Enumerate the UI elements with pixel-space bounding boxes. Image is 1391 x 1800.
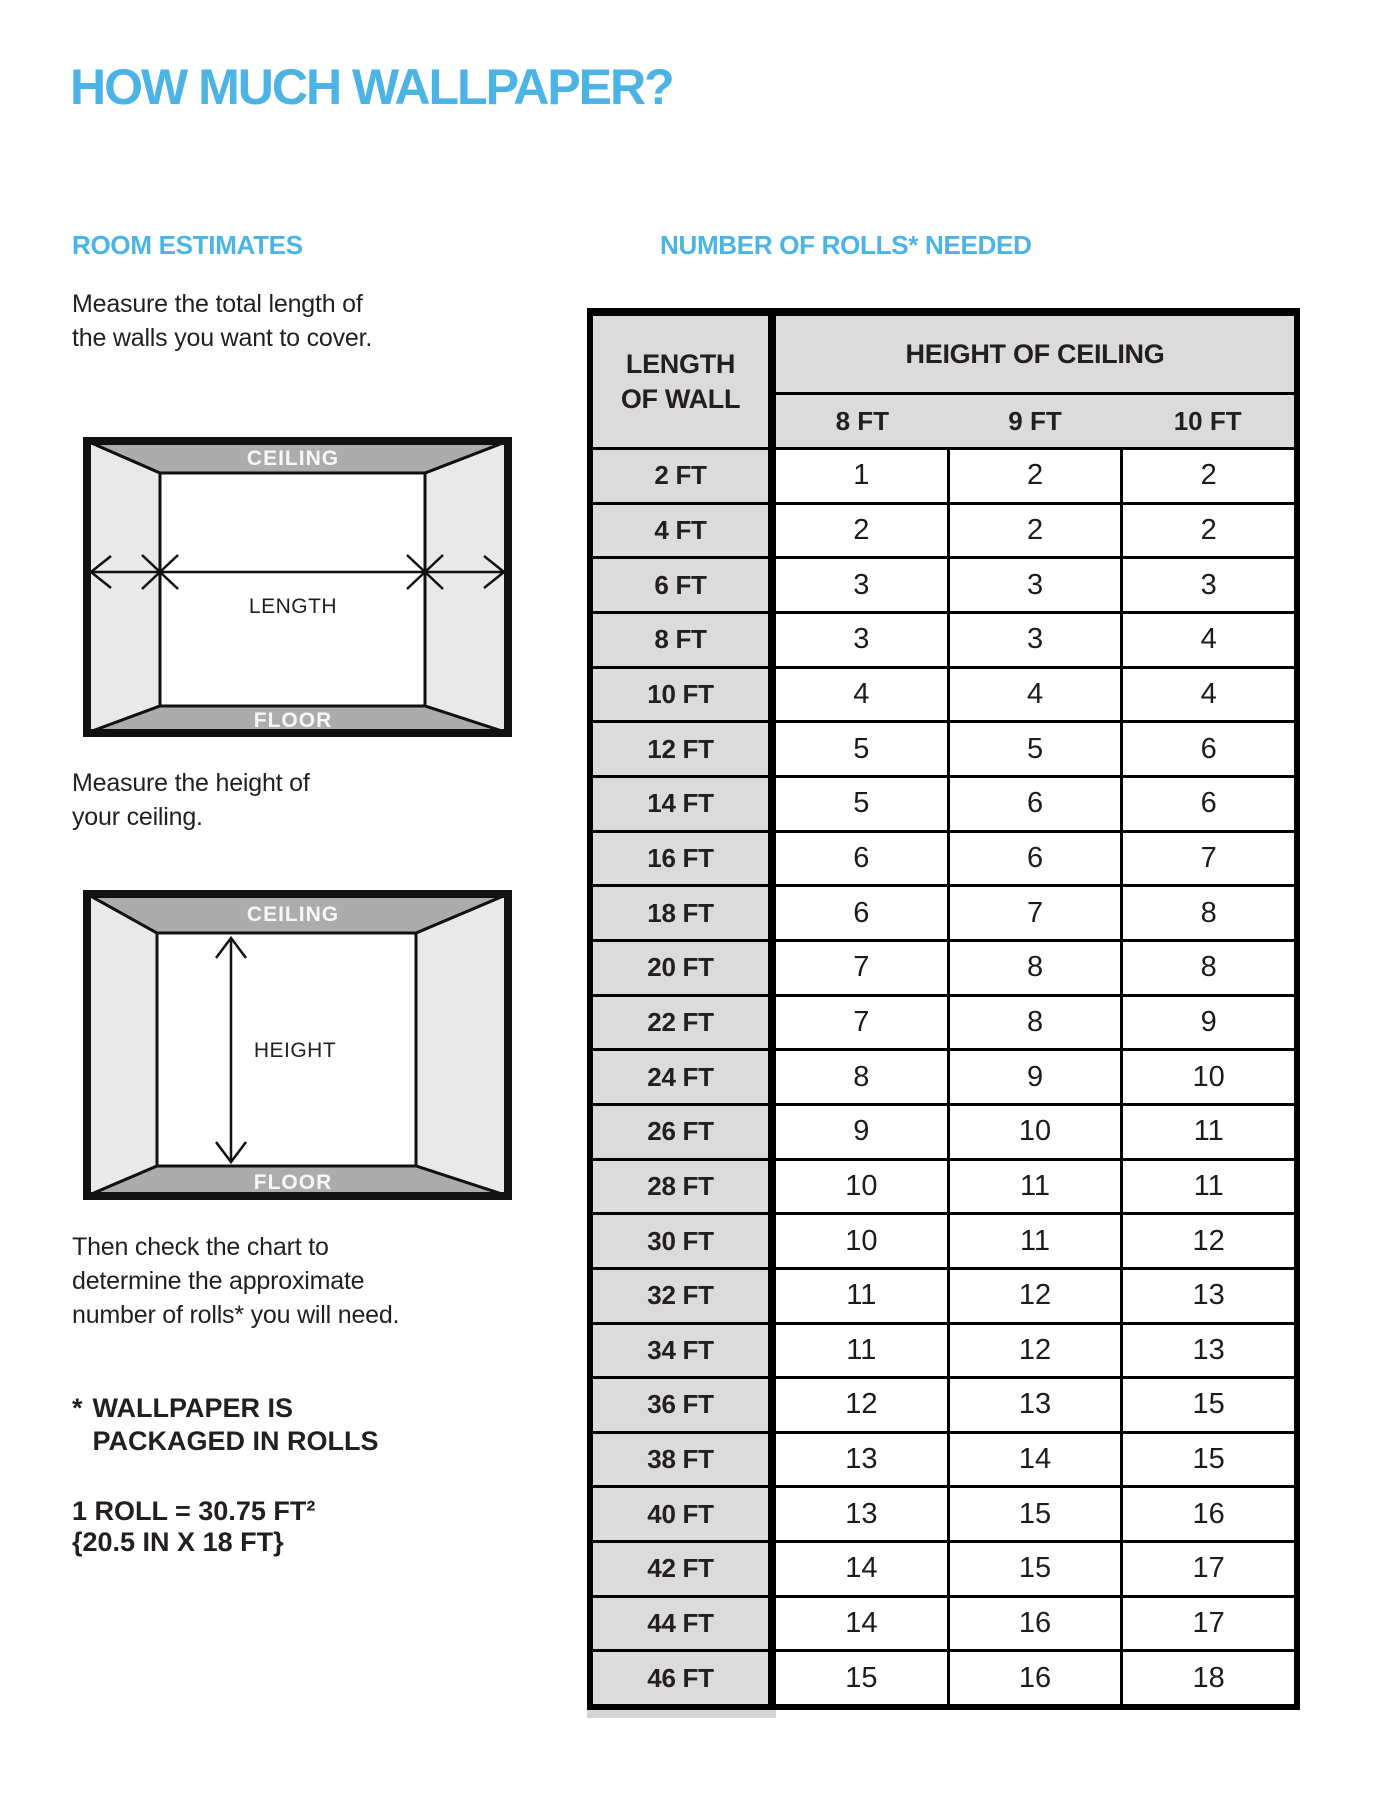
corner-header-line: OF WALL <box>620 383 741 414</box>
instruction-line: your ceiling. <box>72 803 203 831</box>
row-label: 34 FT <box>593 1322 768 1377</box>
roll-count-cell: 7 <box>853 951 870 984</box>
row-label: 22 FT <box>593 994 768 1049</box>
instruction-measure-length <box>72 287 372 355</box>
roll-count-cell: 16 <box>947 1598 1121 1650</box>
row-label: 42 FT <box>593 1540 768 1595</box>
roll-count-cell: 13 <box>845 1443 878 1476</box>
roll-count-cell: 16 <box>1120 1488 1294 1540</box>
roll-count-cell: 8 <box>1120 942 1294 994</box>
room-estimates-heading: ROOM ESTIMATES <box>72 230 303 260</box>
instruction-line: number of rolls* you will need. <box>72 1301 400 1329</box>
rolls-needed-heading: NUMBER OF ROLLS* NEEDED <box>660 230 1032 260</box>
table-row <box>776 447 1294 502</box>
asterisk: * <box>72 1393 83 1423</box>
roll-count-cell: 6 <box>947 778 1121 830</box>
roll-count-cell: 4 <box>853 677 870 710</box>
table-row-labels <box>593 447 768 1704</box>
roll-count-cell: 11 <box>947 1161 1121 1213</box>
length-label: LENGTH <box>248 595 338 618</box>
instruction-check-chart <box>72 1230 399 1332</box>
column-divider <box>768 316 776 1704</box>
instruction-measure-height <box>72 766 310 834</box>
roll-count-cell: 5 <box>853 732 870 765</box>
note-line: PACKAGED IN ROLLS <box>92 1426 379 1456</box>
roll-count-cell: 2 <box>853 513 870 546</box>
height-label: HEIGHT <box>253 1039 337 1062</box>
roll-count-cell: 6 <box>853 896 870 929</box>
roll-count-cell: 9 <box>947 1051 1121 1103</box>
table-row <box>776 1158 1294 1213</box>
roll-count-cell: 8 <box>947 997 1121 1049</box>
row-label: 16 FT <box>593 830 768 885</box>
ceiling-label: CEILING <box>246 447 340 470</box>
roll-count-cell: 7 <box>947 887 1121 939</box>
roll-count-cell: 4 <box>1120 614 1294 666</box>
table-row <box>776 775 1294 830</box>
roll-count-cell: 3 <box>947 614 1121 666</box>
roll-count-cell: 12 <box>845 1388 878 1421</box>
table-row <box>776 611 1294 666</box>
corner-header <box>593 316 768 447</box>
instruction-line: the walls you want to cover. <box>72 324 373 352</box>
floor-label: FLOOR <box>253 709 333 732</box>
column-header-9ft: 9 FT <box>1008 405 1062 436</box>
instruction-line: Measure the height of <box>72 769 310 797</box>
row-label: 30 FT <box>593 1212 768 1267</box>
row-label: 10 FT <box>593 666 768 721</box>
table-row <box>776 830 1294 885</box>
roll-count-cell: 15 <box>947 1543 1121 1595</box>
roll-count-cell: 3 <box>1120 559 1294 611</box>
roll-count-cell: 15 <box>1120 1379 1294 1431</box>
row-label: 38 FT <box>593 1431 768 1486</box>
roll-count-cell: 15 <box>947 1488 1121 1540</box>
row-label: 24 FT <box>593 1048 768 1103</box>
table-row <box>776 1485 1294 1540</box>
table-row <box>776 720 1294 775</box>
row-label: 20 FT <box>593 939 768 994</box>
roll-count-cell: 8 <box>1120 887 1294 939</box>
roll-count-cell: 9 <box>853 1115 870 1148</box>
roll-count-cell: 17 <box>1120 1598 1294 1650</box>
roll-count-cell: 12 <box>1120 1215 1294 1267</box>
roll-count-cell: 13 <box>845 1497 878 1530</box>
room-length-diagram <box>83 437 512 737</box>
roll-count-cell: 10 <box>845 1224 878 1257</box>
roll-count-cell: 1 <box>853 459 870 492</box>
floor-label: FLOOR <box>253 1171 333 1194</box>
roll-count-cell: 11 <box>1120 1161 1294 1213</box>
table-row <box>776 884 1294 939</box>
column-header-10ft: 10 FT <box>1173 405 1242 436</box>
roll-count-cell: 9 <box>1120 997 1294 1049</box>
row-label: 6 FT <box>593 556 768 611</box>
table-row <box>776 1322 1294 1377</box>
roll-count-cell: 14 <box>845 1607 878 1640</box>
roll-count-cell: 5 <box>853 787 870 820</box>
table-row <box>776 1048 1294 1103</box>
table-row <box>776 1595 1294 1650</box>
roll-count-cell: 11 <box>846 1279 877 1312</box>
left-wall-shape <box>87 894 157 1196</box>
roll-count-cell: 4 <box>947 669 1121 721</box>
table-row <box>776 1376 1294 1431</box>
roll-count-cell: 2 <box>947 450 1121 502</box>
row-label: 36 FT <box>593 1376 768 1431</box>
row-label: 44 FT <box>593 1595 768 1650</box>
roll-count-cell: 11 <box>846 1333 877 1366</box>
roll-count-cell: 10 <box>947 1106 1121 1158</box>
left-wall-shape <box>87 441 160 733</box>
group-header: HEIGHT OF CEILING <box>776 316 1294 392</box>
row-label: 28 FT <box>593 1158 768 1213</box>
back-wall-shape <box>160 473 425 706</box>
roll-count-cell: 13 <box>947 1379 1121 1431</box>
column-headers-row <box>776 392 1294 447</box>
row-label: 32 FT <box>593 1267 768 1322</box>
instruction-line: determine the approximate <box>72 1267 365 1295</box>
roll-count-cell: 15 <box>1120 1434 1294 1486</box>
roll-count-cell: 4 <box>1120 669 1294 721</box>
roll-count-cell: 11 <box>1120 1106 1294 1158</box>
roll-count-cell: 2 <box>947 505 1121 557</box>
roll-count-cell: 15 <box>845 1661 878 1694</box>
wall-length-column <box>593 316 768 1704</box>
roll-count-cell: 2 <box>1120 505 1294 557</box>
table-row <box>776 1103 1294 1158</box>
roll-count-cell: 5 <box>947 723 1121 775</box>
roll-count-cell: 8 <box>947 942 1121 994</box>
table-row <box>776 1540 1294 1595</box>
corner-header-line: LENGTH <box>625 348 736 379</box>
roll-count-cell: 3 <box>947 559 1121 611</box>
rolls-table <box>587 308 1300 1710</box>
right-wall-shape <box>425 441 508 733</box>
column-header-8ft: 8 FT <box>835 405 890 436</box>
roll-count-cell: 17 <box>1120 1543 1294 1595</box>
roll-count-cell: 6 <box>853 841 870 874</box>
table-row <box>776 1649 1294 1704</box>
table-data-rows <box>776 447 1294 1704</box>
table-row <box>776 1212 1294 1267</box>
roll-count-cell: 14 <box>947 1434 1121 1486</box>
roll-count-cell: 12 <box>947 1270 1121 1322</box>
row-label: 2 FT <box>593 447 768 502</box>
roll-count-cell: 11 <box>947 1215 1121 1267</box>
instruction-line: Then check the chart to <box>72 1233 329 1261</box>
roll-count-cell: 6 <box>947 833 1121 885</box>
roll-count-cell: 3 <box>853 568 870 601</box>
table-row <box>776 939 1294 994</box>
table-row <box>776 994 1294 1049</box>
table-row <box>776 502 1294 557</box>
roll-count-cell: 10 <box>845 1169 878 1202</box>
ceiling-height-columns <box>776 316 1294 1704</box>
table-shadow <box>587 1710 776 1718</box>
row-label: 4 FT <box>593 502 768 557</box>
roll-area-line: 1 ROLL = 30.75 FT² <box>72 1496 316 1526</box>
page-title: HOW MUCH WALLPAPER? <box>70 59 673 115</box>
roll-count-cell: 12 <box>947 1325 1121 1377</box>
roll-count-cell: 7 <box>853 1005 870 1038</box>
roll-dimensions-line: {20.5 IN X 18 FT} <box>72 1527 284 1557</box>
note-line: WALLPAPER IS <box>92 1393 294 1423</box>
roll-count-cell: 13 <box>1120 1270 1294 1322</box>
right-wall-shape <box>416 894 508 1196</box>
table-row <box>776 1431 1294 1486</box>
wallpaper-rolls-note <box>72 1392 379 1458</box>
row-label: 40 FT <box>593 1485 768 1540</box>
row-label: 12 FT <box>593 720 768 775</box>
roll-count-cell: 16 <box>947 1652 1121 1704</box>
roll-count-cell: 3 <box>853 623 870 656</box>
row-label: 14 FT <box>593 775 768 830</box>
roll-count-cell: 13 <box>1120 1325 1294 1377</box>
roll-count-cell: 14 <box>845 1552 878 1585</box>
roll-count-cell: 10 <box>1120 1051 1294 1103</box>
roll-count-cell: 7 <box>1120 833 1294 885</box>
roll-count-cell: 18 <box>1120 1652 1294 1704</box>
table-row <box>776 1267 1294 1322</box>
roll-size-info <box>72 1496 315 1558</box>
row-label: 46 FT <box>593 1649 768 1704</box>
row-label: 8 FT <box>593 611 768 666</box>
row-label: 18 FT <box>593 884 768 939</box>
instruction-line: Measure the total length of <box>72 290 363 318</box>
table-row <box>776 666 1294 721</box>
room-height-diagram <box>83 890 512 1200</box>
roll-count-cell: 2 <box>1120 450 1294 502</box>
roll-count-cell: 8 <box>853 1060 870 1093</box>
row-label: 26 FT <box>593 1103 768 1158</box>
ceiling-label: CEILING <box>246 903 340 926</box>
roll-count-cell: 6 <box>1120 778 1294 830</box>
table-row <box>776 556 1294 611</box>
roll-count-cell: 6 <box>1120 723 1294 775</box>
